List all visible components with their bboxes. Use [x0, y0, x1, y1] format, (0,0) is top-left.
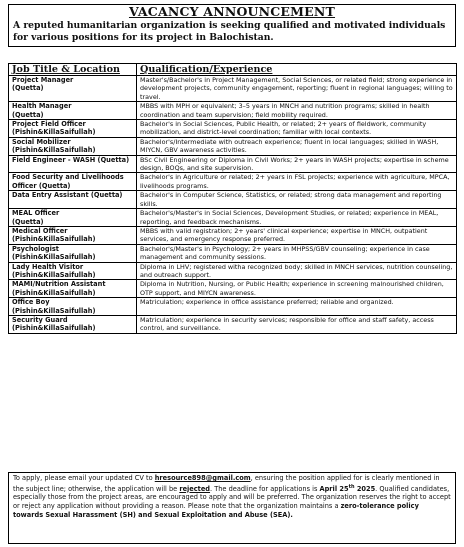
job-title-cell	[9, 226, 137, 244]
table-header-row	[9, 64, 457, 76]
footer-text-3: . The deadline for applications is	[210, 484, 320, 493]
qualification-cell: Matriculation; experience in security services; responsible for office and staff safety, access control, and surveillance.	[137, 315, 457, 333]
job-title-cell	[9, 298, 137, 316]
job-title-cell	[9, 244, 137, 262]
qualification-cell: Bachelor's in Agriculture or related; 2+ years in FSL projects; experience with agriculture, MPCA, livelihoods programs.	[137, 173, 457, 191]
job-location: (Pishin&KillaSaifullah)	[12, 270, 96, 279]
jobs-table	[8, 63, 457, 334]
job-title-cell	[9, 209, 137, 227]
footer-text-4: . Qualified candidates, especially those from the project areas, are encouraged to apply and will be preferred. The organization reserves the right to accept or reject any application without providing a reason. Please note that the organization maintains a	[13, 484, 451, 510]
table-row	[9, 102, 457, 120]
job-title: Data Entry Assistant (Quetta)	[12, 191, 123, 200]
qualification-cell: Bachelor's/Master's in Psychology; 2+ years in MHPSS/GBV counseling; experience in case management and community sessions.	[137, 244, 457, 262]
job-title-cell	[9, 137, 137, 155]
rejected-word: rejected	[179, 484, 211, 493]
job-location: Officer (Quetta)	[12, 181, 71, 190]
job-title: Office Boy	[12, 298, 50, 307]
table-row	[9, 191, 457, 209]
deadline-date: April 25th 2025	[319, 483, 376, 493]
job-location: (Pishin&KillaSaifullah)	[12, 253, 96, 262]
job-location: (Quetta)	[12, 110, 44, 119]
table-row	[9, 298, 457, 316]
qualification-cell: MBBS with MPH or equivalent; 3–5 years in MNCH and nutrition programs; skilled in health coordination and team supervision; field mobility required.	[137, 102, 457, 120]
job-location: (Pishin&KillaSaifullah)	[12, 324, 96, 333]
column-header-job: Job Title & Location	[9, 64, 137, 76]
job-title-cell	[9, 120, 137, 138]
qualification-cell: Bachelor's in Social Sciences, Public Health, or related; 2+ years of fieldwork, community mobilization, and district-level coordination; familiar with local contexts.	[137, 120, 457, 138]
qualification-cell: Diploma in Nutrition, Nursing, or Public Health; experience in screening malnourished children, OTP support, and MIYCN awareness.	[137, 280, 457, 298]
intro-text: A reputed humanitarian organization is seeking qualified and motivated individuals for various positions for its project in Balochistan.	[13, 20, 446, 43]
job-title: Field Engineer - WASH (Quetta)	[12, 155, 130, 164]
job-location: (Quetta)	[12, 84, 44, 93]
job-title: Project Field Officer	[12, 120, 86, 129]
table-row	[9, 262, 457, 280]
job-location: (Quetta)	[12, 217, 44, 226]
qualification-cell: Master's/Bachelor's in Project Management, Social Sciences, or related field; strong experience in development projects, community engagement, reporting; fluent in regional languages; willing to travel.	[137, 76, 457, 102]
qualification-cell: BSc Civil Engineering or Diploma in Civil Works; 2+ years in WASH projects; expertise in scheme design, BOQs, and site supervision.	[137, 155, 457, 173]
table-row	[9, 315, 457, 333]
table-row	[9, 120, 457, 138]
job-title: Social Mobilizer	[12, 137, 71, 146]
job-title: Project Manager	[12, 76, 74, 84]
qualification-cell: Diploma in LHV; registered witha recognized body; skilled in MNCH services, nutrition counseling, and outreach support.	[137, 262, 457, 280]
job-title: MEAL Officer	[12, 209, 60, 218]
announcement-header	[8, 4, 456, 47]
table-row	[9, 137, 457, 155]
job-title-cell	[9, 315, 137, 333]
job-title-cell	[9, 76, 137, 102]
application-instructions	[8, 472, 456, 544]
table-row	[9, 244, 457, 262]
job-location: (Pishin&KillaSaifullah)	[12, 128, 96, 137]
column-header-qualification: Qualification/Experience	[137, 64, 457, 76]
job-title: Lady Health Visitor	[12, 262, 84, 271]
qualification-cell: Bachelor's/Intermediate with outreach experience; fluent in local languages; skilled in WASH, MIYCN, GBV awareness activities.	[137, 137, 457, 155]
job-title: Health Manager	[12, 102, 72, 111]
footer-text-1: To apply, please email your updated CV to	[13, 474, 155, 482]
job-location: (Pishin&KillaSaifullah)	[12, 306, 96, 315]
job-title-cell	[9, 173, 137, 191]
job-title-cell	[9, 102, 137, 120]
job-title-cell	[9, 155, 137, 173]
qualification-cell: Matriculation; experience in office assistance preferred; reliable and organized.	[137, 298, 457, 316]
qualification-cell: Bachelor's/Master's in Social Sciences, Development Studies, or related; experience in MEAL, reporting, and feedback mechanisms.	[137, 209, 457, 227]
job-title-cell	[9, 280, 137, 298]
job-title: Medical Officer	[12, 226, 68, 235]
job-title: MAMI/Nutrition Assistant	[12, 280, 106, 289]
job-title-cell	[9, 262, 137, 280]
table-row	[9, 209, 457, 227]
table-row	[9, 76, 457, 102]
table-row	[9, 226, 457, 244]
job-location: (Pishin&KillaSaifullah)	[12, 146, 96, 155]
job-title-cell	[9, 191, 137, 209]
policy-statement: zero-tolerance policy towards Sexual Harassment (SH) and Sexual Exploitation and Abuse (SEA).	[13, 501, 419, 519]
job-title: Security Guard	[12, 315, 68, 324]
table-row	[9, 280, 457, 298]
job-title: Food Security and Livelihoods	[12, 173, 124, 182]
table-row	[9, 155, 457, 173]
vacancy-page	[2, 0, 462, 546]
table-row	[9, 173, 457, 191]
job-location: (Pishin&KillaSaifullah)	[12, 288, 96, 297]
qualification-cell: MBBS with valid registration; 2+ years' clinical experience; expertise in MNCH, outpatient services, and emergency response preferred.	[137, 226, 457, 244]
footer-text-2: , ensuring the position applied for is clearly mentioned in the subject line; otherwise, the application will be	[13, 474, 440, 493]
qualification-cell: Bachelor's in Computer Science, Statistics, or related; strong data management and reporting skills.	[137, 191, 457, 209]
apply-email-link[interactable]: hresource898@gmail.com	[154, 474, 251, 482]
job-location: (Pishin&KillaSaifullah)	[12, 235, 96, 244]
page-title: VACANCY ANNOUNCEMENT	[128, 4, 336, 19]
job-title: Psychologist	[12, 244, 59, 253]
